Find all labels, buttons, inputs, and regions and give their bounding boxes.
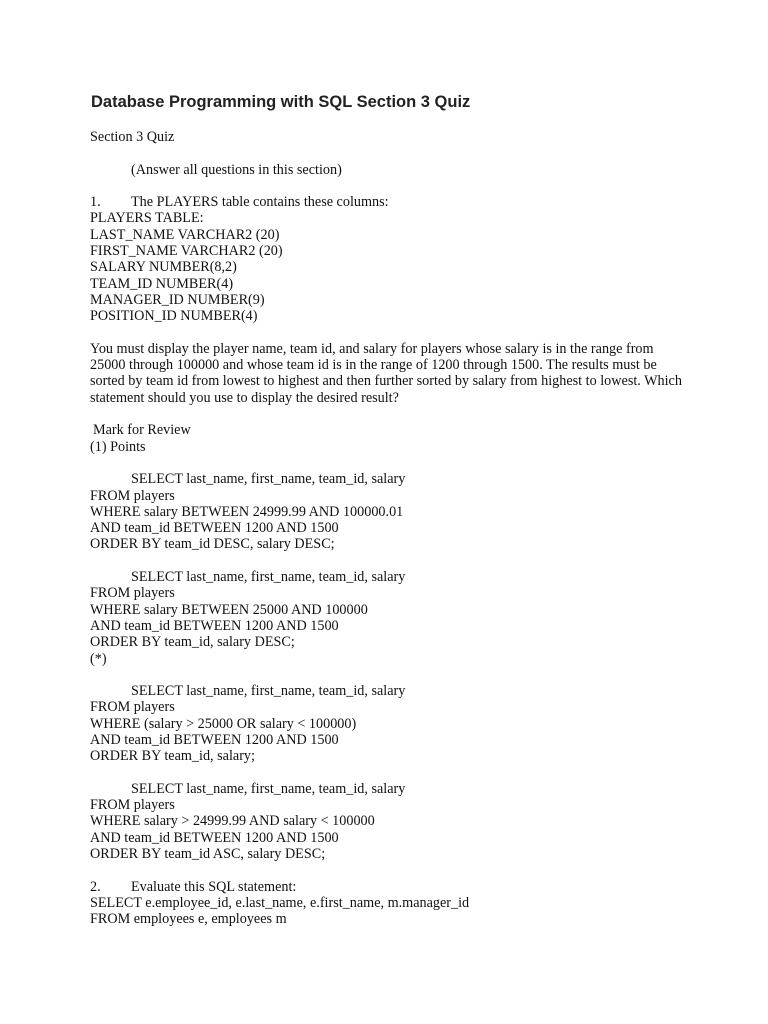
blank-line [90,553,690,569]
question-1-header [90,194,690,210]
question-text-line: You must display the player name, team id, and salary for players whose salary is in the range from [90,340,654,357]
question-number: 2. [90,878,101,895]
option-line: WHERE salary BETWEEN 24999.99 AND 100000.01 [90,503,404,520]
table-line: FIRST_NAME VARCHAR2 (20) [90,243,283,260]
mark-for-review-line [90,422,690,438]
answer-option-3[interactable] [90,683,690,699]
answer-option-2[interactable] [90,569,690,585]
question-1-prompt: The PLAYERS table contains these columns: [131,194,389,211]
table-line: LAST_NAME VARCHAR2 (20) [90,226,280,243]
blank-line [90,325,690,341]
option-line: FROM players [90,585,175,602]
document-title: Database Programming with SQL Section 3 Quiz [91,93,471,111]
option-line: SELECT last_name, first_name, team_id, salary [131,780,406,797]
option-line: AND team_id BETWEEN 1200 AND 1500 [90,829,339,846]
table-line: POSITION_ID NUMBER(4) [90,308,258,325]
option-line: FROM players [90,487,175,504]
table-line: MANAGER_ID NUMBER(9) [90,291,265,308]
section-label: Section 3 Quiz [90,129,175,145]
blank-line [90,667,690,683]
table-line: TEAM_ID NUMBER(4) [90,275,234,292]
question-number: 1. [90,194,101,211]
document-body [90,129,690,928]
sql-line: FROM employees e, employees m [90,911,287,928]
sql-line: SELECT e.employee_id, e.last_name, e.first_name, m.manager_id [90,894,470,911]
points-label: (1) Points [90,438,146,455]
question-text-line: statement should you use to display the desired result? [90,389,399,406]
answer-option-1[interactable] [90,471,690,487]
correct-answer-marker: (*) [90,650,107,667]
option-line: AND team_id BETWEEN 1200 AND 1500 [90,731,339,748]
option-line: ORDER BY team_id, salary DESC; [90,634,295,651]
option-line: WHERE salary BETWEEN 25000 AND 100000 [90,601,368,618]
blank-line [90,765,690,781]
option-line: AND team_id BETWEEN 1200 AND 1500 [90,617,339,634]
blank-line [90,145,690,161]
question-text-line: sorted by team id from lowest to highest and then further sorted by salary from highest to lowest. Which [90,373,682,390]
option-line: ORDER BY team_id ASC, salary DESC; [90,846,326,863]
option-line: FROM players [90,797,175,814]
blank-line [90,862,690,878]
option-line: FROM players [90,699,175,716]
question-text-line: 25000 through 100000 and whose team id is in the range of 1200 through 1500. The results must be [90,357,657,374]
table-line: PLAYERS TABLE: [90,210,204,227]
option-line: SELECT last_name, first_name, team_id, salary [131,471,406,488]
mark-for-review-link[interactable]: Mark for Review [93,422,191,439]
option-line: ORDER BY team_id, salary; [90,748,255,765]
question-2-header [90,879,690,895]
blank-line [90,455,690,471]
blank-line [90,406,690,422]
option-line: WHERE salary > 24999.99 AND salary < 100000 [90,813,375,830]
option-line: SELECT last_name, first_name, team_id, salary [131,683,406,700]
instructions-text: (Answer all questions in this section) [131,161,342,178]
table-line: SALARY NUMBER(8,2) [90,259,237,276]
option-line: ORDER BY team_id DESC, salary DESC; [90,536,335,553]
option-line: WHERE (salary > 25000 OR salary < 100000) [90,715,357,732]
question-2-prompt: Evaluate this SQL statement: [131,878,297,895]
answer-option-4[interactable] [90,781,690,797]
option-line: AND team_id BETWEEN 1200 AND 1500 [90,520,339,537]
blank-line [90,178,690,194]
instructions-line [90,162,690,178]
option-line: SELECT last_name, first_name, team_id, salary [131,569,406,586]
